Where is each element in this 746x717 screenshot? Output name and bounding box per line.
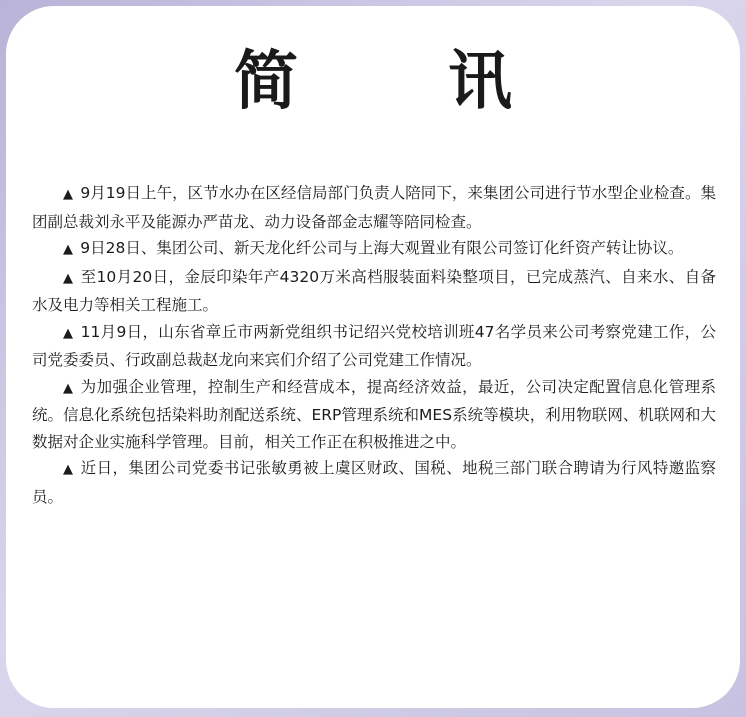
triangle-bullet-icon: ▲ <box>63 325 73 341</box>
page-title <box>0 42 746 122</box>
title-char-2: 讯 <box>448 44 512 119</box>
news-item <box>32 374 716 456</box>
news-item <box>32 264 716 319</box>
triangle-bullet-icon: ▲ <box>63 380 73 396</box>
news-item-text: 11月9日，山东省章丘市两新党组织书记绍兴党校培训班47名学员来公司考察党建工作，公司党委委员、行政副总裁赵龙向来宾们介绍了公司党建工作情况。 <box>32 322 716 369</box>
news-item-text: 近日，集团公司党委书记张敏勇被上虞区财政、国税、地税三部门联合聘请为行风特邀监察员。 <box>32 459 716 506</box>
news-item-text: 9日28日、集团公司、新天龙化纤公司与上海大观置业有限公司签订化纤资产转让协议。 <box>80 239 684 257</box>
news-item <box>32 455 716 510</box>
news-item-text: 9月19日上午，区节水办在区经信局部门负责人陪同下，来集团公司进行节水型企业检查。集团副总裁刘永平及能源办严苗龙、动力设备部金志耀等陪同检查。 <box>32 184 716 231</box>
triangle-bullet-icon: ▲ <box>63 270 73 286</box>
triangle-bullet-icon: ▲ <box>63 242 73 257</box>
news-item-text: 为加强企业管理，控制生产和经营成本，提高经济效益，最近，公司决定配置信息化管理系统。信息化系统包括染料助剂配送系统、ERP管理系统和MES系统等模块，利用物联网、机联网和大数据对企业实施科学管理。目前，相关工作正在积极推进之中。 <box>32 377 716 451</box>
news-item-text: 至10月20日，金辰印染年产4320万米高档服装面料染整项目，已完成蒸汽、自来水、自备水及电力等相关工程施工。 <box>32 267 716 314</box>
title-char-1: 简 <box>234 44 298 119</box>
news-list <box>32 180 716 510</box>
news-item <box>32 319 716 374</box>
news-item <box>32 180 716 235</box>
news-item <box>32 235 716 264</box>
triangle-bullet-icon: ▲ <box>63 462 73 477</box>
triangle-bullet-icon: ▲ <box>63 187 73 202</box>
